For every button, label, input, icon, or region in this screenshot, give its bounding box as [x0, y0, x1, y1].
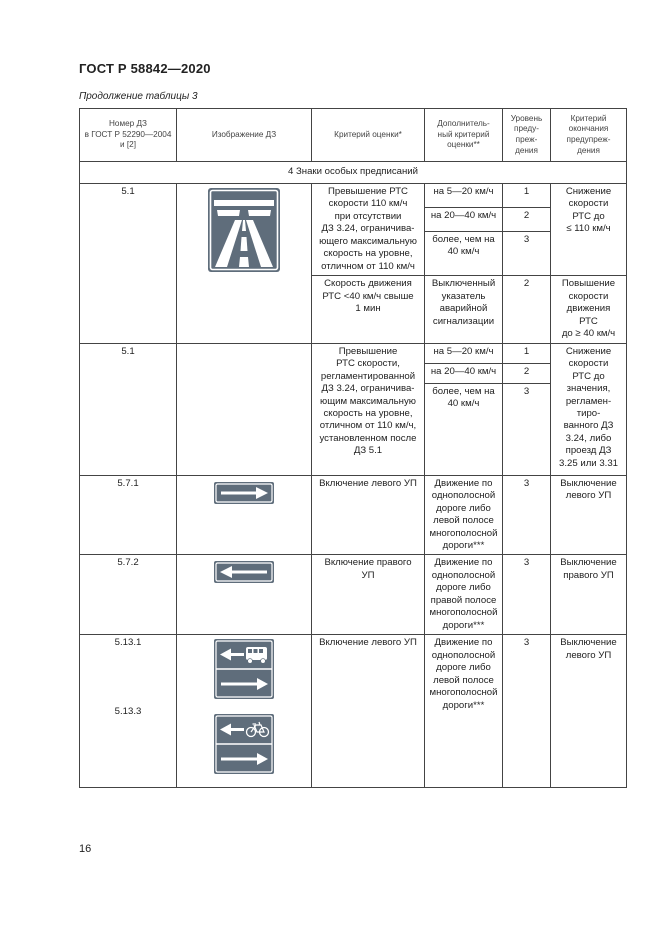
col-header-sign-image: Изображение ДЗ — [177, 109, 312, 162]
table-header-row — [80, 109, 627, 162]
table-row — [80, 555, 627, 635]
criterion-text: Превышение РТС скорости, регламентированной ДЗ 3.24, ограничива- ющим максимальную скорость на уровне, отличном от 110 км/ч, установленном после ДЗ 5.1 — [312, 343, 425, 475]
end-criterion-text: Выключение правого УП — [551, 555, 627, 635]
bicycle-lane-sign-icon — [213, 713, 275, 775]
criterion-text: Включение левого УП — [312, 635, 425, 788]
end-criterion-text: Выключение левого УП — [551, 635, 627, 788]
additional-criterion-text: на 5—20 км/ч — [425, 343, 503, 363]
criterion-text: Включение левого УП — [312, 475, 425, 555]
page-number: 16 — [79, 843, 92, 855]
col-header-warning-level: Уровень преду- преж- дения — [503, 109, 551, 162]
sign-image-cell — [177, 555, 312, 635]
sign-number: 5.1 — [80, 184, 177, 344]
one-way-left-sign-icon — [213, 560, 275, 584]
col-header-end-criterion: Критерий окончания предупреж- дения — [551, 109, 627, 162]
document-standard-title: ГОСТ Р 58842—2020 — [79, 61, 211, 76]
warning-level: 3 — [503, 231, 551, 276]
additional-criterion-text: на 20—40 км/ч — [425, 208, 503, 231]
warning-level: 1 — [503, 184, 551, 208]
additional-criterion-text: на 5—20 км/ч — [425, 184, 503, 208]
sign-image-cell-empty — [177, 343, 312, 475]
table-row — [80, 184, 627, 208]
criterion-text: Превышение РТС скорости 110 км/ч при отсутствии ДЗ 3.24, ограничива- ющего максимальную скорость на уровне, отличном от 110 км/ч — [312, 184, 425, 276]
table-row — [80, 343, 627, 363]
bus-lane-sign-icon — [213, 638, 275, 700]
sign-image-cell — [177, 184, 312, 344]
section-title: 4 Знаки особых предписаний — [80, 162, 627, 184]
sign-number: 5.1 — [80, 343, 177, 475]
warning-level: 1 — [503, 343, 551, 363]
warning-level: 2 — [503, 208, 551, 231]
additional-criterion-text: Выключенный указатель аварийной сигнализации — [425, 276, 503, 343]
additional-criterion-text: более, чем на 40 км/ч — [425, 231, 503, 276]
end-criterion-text: Повышение скорости движения РТС до ≥ 40 км/ч — [551, 276, 627, 343]
sign-image-cell — [177, 635, 312, 788]
end-criterion-text: Выключение левого УП — [551, 475, 627, 555]
col-header-sign-number: Номер ДЗ в ГОСТ Р 52290—2004 и [2] — [80, 109, 177, 162]
sign-number: 5.7.1 — [80, 475, 177, 555]
warning-level: 3 — [503, 383, 551, 475]
table-row — [80, 475, 627, 555]
table-row — [80, 635, 627, 788]
sign-number-cell — [80, 635, 177, 788]
criterion-text: Скорость движения РТС <40 км/ч свыше 1 мин — [312, 276, 425, 343]
additional-criterion-text: Движение по однополосной дороге либо левой полосе многополосной дороги*** — [425, 475, 503, 555]
additional-criterion-text: на 20—40 км/ч — [425, 363, 503, 383]
sign-number: 5.13.1 — [114, 637, 142, 649]
sign-image-cell — [177, 475, 312, 555]
warning-level: 3 — [503, 635, 551, 788]
end-criterion-text: Снижение скорости РТС до ≤ 110 км/ч — [551, 184, 627, 276]
sign-number: 5.7.2 — [80, 555, 177, 635]
additional-criterion-text: более, чем на 40 км/ч — [425, 383, 503, 475]
table-continuation-caption: Продолжение таблицы 3 — [79, 91, 198, 102]
warning-level: 3 — [503, 555, 551, 635]
warning-level: 3 — [503, 475, 551, 555]
col-header-additional-criterion: Дополнитель- ный критерий оценки** — [425, 109, 503, 162]
signs-table — [79, 108, 627, 788]
col-header-criterion: Критерий оценки* — [312, 109, 425, 162]
sign-number: 5.13.3 — [114, 705, 142, 717]
motorway-sign-icon — [207, 187, 281, 273]
warning-level: 2 — [503, 276, 551, 343]
warning-level: 2 — [503, 363, 551, 383]
section-row — [80, 162, 627, 184]
criterion-text: Включение правого УП — [312, 555, 425, 635]
end-criterion-text: Снижение скорости РТС до значения, регламен- тиро- ванного ДЗ 3.24, либо проезд ДЗ 3.25 или 3.31 — [551, 343, 627, 475]
one-way-right-sign-icon — [213, 481, 275, 505]
additional-criterion-text: Движение по однополосной дороге либо правой полосе многополосной дороги*** — [425, 555, 503, 635]
additional-criterion-text: Движение по однополосной дороге либо левой полосе многополосной дороги*** — [425, 635, 503, 788]
